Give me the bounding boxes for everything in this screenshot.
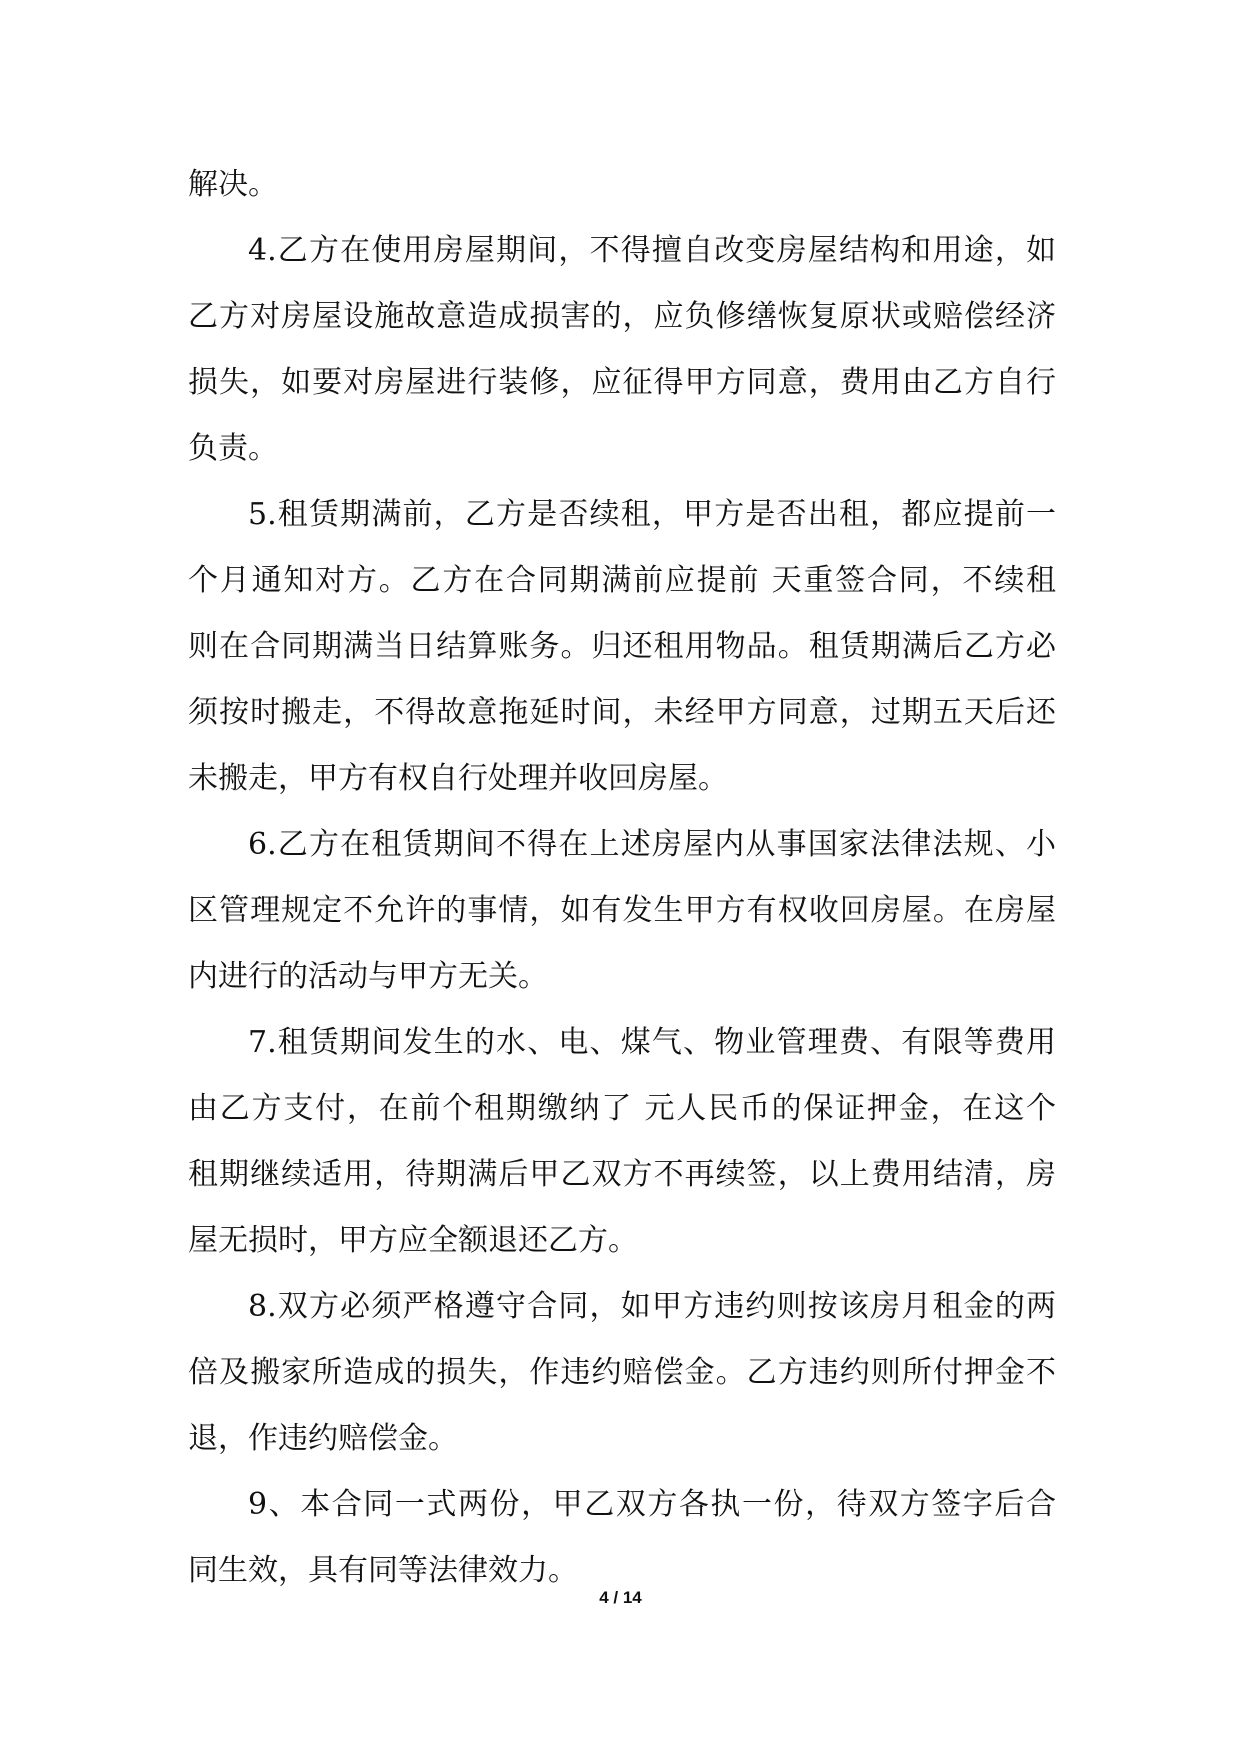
text-line: 乙方对房屋设施故意造成损害的，应负修缮恢复原状或赔偿经济 — [188, 299, 1056, 334]
text-line: 9、本合同一式两份，甲乙双方各执一份，待双方签字后合 — [248, 1487, 1056, 1522]
text-line: 倍及搬家所造成的损失，作违约赔偿金。乙方违约则所付押金不 — [188, 1355, 1056, 1390]
text-line: 7.租赁期间发生的水、电、煤气、物业管理费、有限等费用 — [248, 1025, 1056, 1060]
text-line: 由乙方支付，在前个租期缴纳了 元人民币的保证押金，在这个 — [188, 1091, 1056, 1126]
text-line: 6.乙方在租赁期间不得在上述房屋内从事国家法律法规、小 — [248, 827, 1056, 862]
text-line: 退，作违约赔偿金。 — [188, 1421, 458, 1456]
page-number: 4 / 14 — [599, 1588, 642, 1607]
text-line: 须按时搬走，不得故意拖延时间，未经甲方同意，过期五天后还 — [188, 695, 1056, 730]
text-line: 内进行的活动与甲方无关。 — [188, 959, 548, 994]
text-line: 损失，如要对房屋进行装修，应征得甲方同意，费用由乙方自行 — [188, 365, 1056, 400]
text-line: 个月通知对方。乙方在合同期满前应提前 天重签合同，不续租 — [188, 563, 1056, 598]
text-line: 区管理规定不允许的事情，如有发生甲方有权收回房屋。在房屋 — [188, 893, 1056, 928]
text-line: 4.乙方在使用房屋期间，不得擅自改变房屋结构和用途，如 — [248, 233, 1056, 268]
text-line: 则在合同期满当日结算账务。归还租用物品。租赁期满后乙方必 — [188, 629, 1056, 664]
text-line: 租期继续适用，待期满后甲乙双方不再续签，以上费用结清，房 — [188, 1157, 1056, 1192]
text-line: 屋无损时，甲方应全额退还乙方。 — [188, 1223, 638, 1258]
document-body — [188, 152, 1056, 1604]
text-line: 解决。 — [188, 167, 278, 202]
text-line: 8.双方必须严格遵守合同，如甲方违约则按该房月租金的两 — [248, 1289, 1056, 1324]
text-line: 同生效，具有同等法律效力。 — [188, 1553, 578, 1588]
text-line: 未搬走，甲方有权自行处理并收回房屋。 — [188, 761, 728, 796]
text-line: 5.租赁期满前，乙方是否续租，甲方是否出租，都应提前一 — [248, 497, 1056, 532]
text-line: 负责。 — [188, 431, 278, 466]
